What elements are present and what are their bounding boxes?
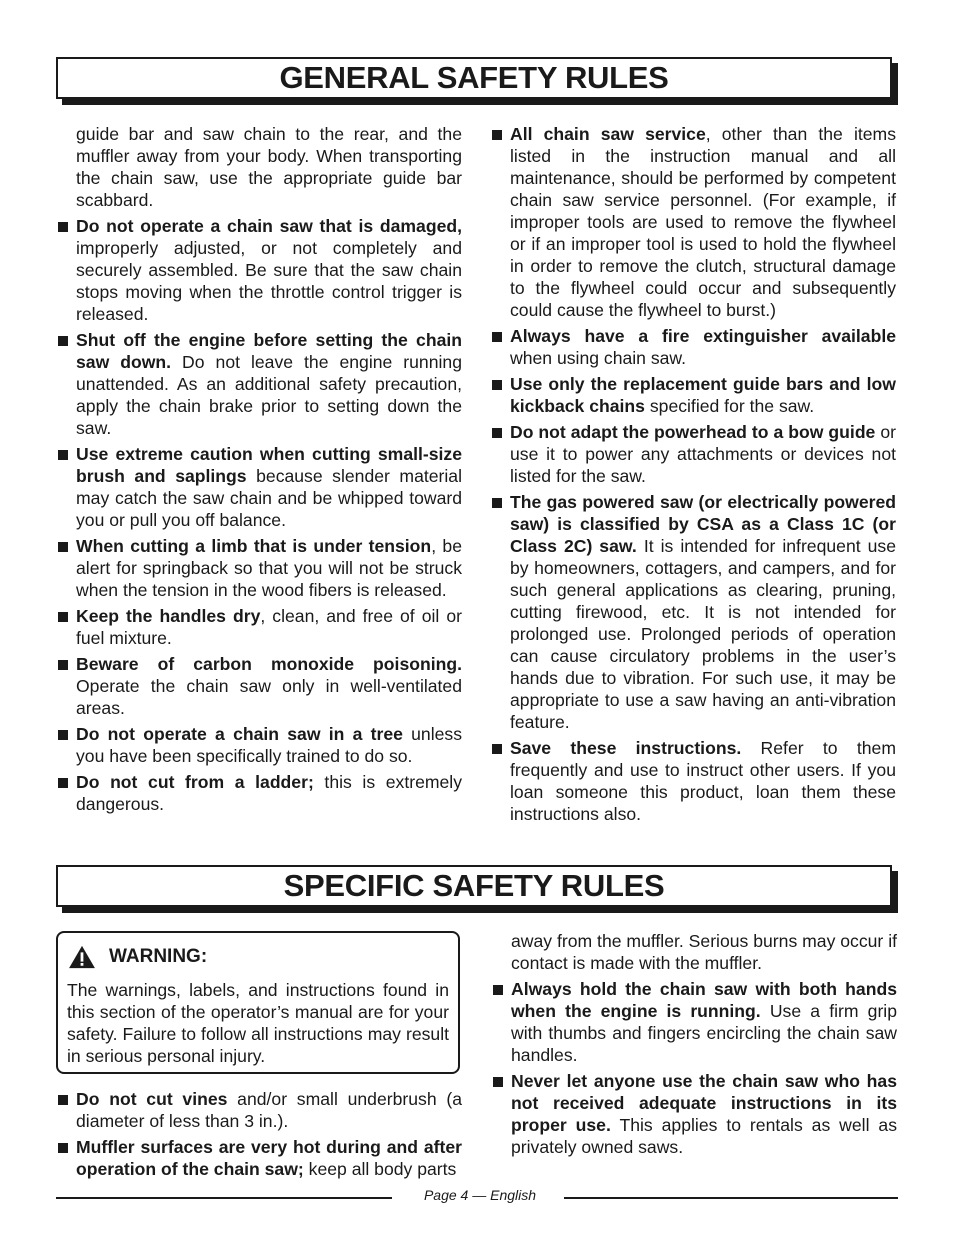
rule-heading: Use only the replacement guide bars and low kickback chains xyxy=(510,374,896,416)
general-left-column xyxy=(56,123,462,815)
rule-text: Refer to them frequently and use to instruct other users. If you loan someone this product, loan them these instructions also. xyxy=(510,738,896,824)
rule-text: when using chain saw. xyxy=(510,348,687,368)
square-bullet-icon xyxy=(58,542,68,552)
list-item xyxy=(490,491,896,733)
list-item xyxy=(56,1136,462,1180)
list-item xyxy=(490,325,896,369)
rules-list xyxy=(491,978,897,1158)
list-item xyxy=(56,215,462,325)
square-bullet-icon xyxy=(58,450,68,460)
specific-right-column xyxy=(491,930,897,1158)
square-bullet-icon xyxy=(492,130,502,140)
rule-heading: Muffler surfaces are very hot during and after operation of the chain saw; xyxy=(76,1137,462,1179)
specific-safety-rules-banner xyxy=(56,865,892,907)
rule-heading: Use extreme caution when cutting small-size brush and saplings xyxy=(76,444,462,486)
rule-text: , be alert for springback so that you will not be struck when the tension in the wood fibers is released. xyxy=(76,536,462,600)
square-bullet-icon xyxy=(492,332,502,342)
square-bullet-icon xyxy=(58,660,68,670)
warning-box xyxy=(56,931,460,1074)
list-item xyxy=(56,605,462,649)
rule-heading: When cutting a limb that is under tension xyxy=(76,536,432,556)
rule-text: Operate the chain saw only in well-ventilated areas. xyxy=(76,676,462,718)
rule-heading: Always have a fire extinguisher available xyxy=(510,326,896,346)
rule-text: specified for the saw. xyxy=(644,396,815,416)
rules-list xyxy=(56,215,462,815)
specific-left-column xyxy=(56,1088,462,1180)
rule-text: unless you have been specifically trained to do so. xyxy=(76,724,462,766)
warning-header xyxy=(67,945,449,969)
rule-heading: The gas powered saw (or electrically powered saw) is classified by CSA as a Class 1C (or Class 2C) saw. xyxy=(510,492,896,556)
continued-paragraph: away from the muffler. Serious burns may occur if contact is made with the muffler. xyxy=(511,931,897,973)
square-bullet-icon xyxy=(58,1095,68,1105)
square-bullet-icon xyxy=(492,428,502,438)
list-item xyxy=(490,373,896,417)
rule-text: , other than the items listed in the instruction manual and all maintenance, should be performed by competent chain saw service personnel. (For example, if improper tools are used to remove the flywheel or if an improper tool is used to hold the flywheel in order to remove the clutch, structural damage to the flywheel could occur and subsequently could cause the flywheel to burst.) xyxy=(510,124,896,320)
warning-title: WARNING: xyxy=(109,946,208,967)
list-item xyxy=(56,1088,462,1132)
page-footer: Page 4 — English xyxy=(423,1187,537,1203)
rule-text: It is intended for infrequent use by homeowners, cottagers, and campers, and for such general applications as clearing, pruning, cutting firewood, etc. It is not intended for prolonged use. Prolonged periods of operation can cause circulatory problems in the user’s hands due to vibration. For such use, it may be appropriate to use a saw having an anti-vibration feature. xyxy=(510,536,896,732)
square-bullet-icon xyxy=(492,744,502,754)
section-title: GENERAL SAFETY RULES xyxy=(279,60,669,95)
square-bullet-icon xyxy=(492,380,502,390)
square-bullet-icon xyxy=(493,1077,503,1087)
square-bullet-icon xyxy=(58,1143,68,1153)
warning-triangle-icon xyxy=(67,945,97,969)
warning-text: The warnings, labels, and instructions found in this section of the operator’s manual are for your safety. Failure to follow all instructions may result in serious personal injury. xyxy=(67,980,449,1066)
list-item xyxy=(490,421,896,487)
section-title: SPECIFIC SAFETY RULES xyxy=(283,868,665,903)
list-item xyxy=(491,978,897,1066)
list-item xyxy=(56,329,462,439)
footer-rule-left xyxy=(56,1197,392,1199)
rule-heading: Do not adapt the powerhead to a bow guide xyxy=(510,422,876,442)
list-item xyxy=(490,737,896,825)
rule-heading: Always hold the chain saw with both hands when the engine is running. xyxy=(511,979,897,1021)
square-bullet-icon xyxy=(58,336,68,346)
list-item xyxy=(56,443,462,531)
general-right-column xyxy=(490,123,896,825)
square-bullet-icon xyxy=(58,222,68,232)
rule-text: improperly adjusted, or not completely and securely assembled. Be sure that the saw chain stops moving when the throttle control trigger is released. xyxy=(76,238,462,324)
rule-heading: Shut off the engine before setting the chain saw down. xyxy=(76,330,462,372)
rule-text: This applies to rentals as well as privately owned saws. xyxy=(511,1115,898,1157)
rule-text: , clean, and free of oil or fuel mixture. xyxy=(76,606,462,648)
banner-box xyxy=(56,57,892,99)
square-bullet-icon xyxy=(58,612,68,622)
list-item xyxy=(56,723,462,767)
continued-paragraph: guide bar and saw chain to the rear, and the muffler away from your body. When transporting the chain saw, use the appropriate guide bar scabbard. xyxy=(76,124,462,210)
rule-text: because slender material may catch the saw chain and be whipped toward you or pull you off balance. xyxy=(76,466,462,530)
banner-box xyxy=(56,865,892,907)
rule-text: Do not leave the engine running unattended. As an additional safety precaution, apply the chain brake prior to setting down the saw. xyxy=(76,352,462,438)
rule-text: this is extremely dangerous. xyxy=(76,772,462,814)
footer-rule-right xyxy=(564,1197,898,1199)
rule-heading: Do not cut from a ladder; xyxy=(76,772,314,792)
rule-heading: Never let anyone use the chain saw who has not received adequate instructions in its proper use. xyxy=(511,1071,897,1135)
rule-text: Use a firm grip with thumbs and fingers encircling the chain saw handles. xyxy=(511,1001,897,1065)
rule-text: keep all body parts xyxy=(303,1159,457,1179)
square-bullet-icon xyxy=(492,498,502,508)
rule-text: and/or small underbrush (a diameter of less than 3 in.). xyxy=(76,1089,462,1131)
rule-heading: Keep the handles dry xyxy=(76,606,261,626)
square-bullet-icon xyxy=(58,778,68,788)
rule-heading: Save these instructions. xyxy=(510,738,742,758)
rules-list xyxy=(56,1088,462,1180)
rule-heading: Do not operate a chain saw in a tree xyxy=(76,724,403,744)
rules-list xyxy=(490,123,896,825)
rule-heading: Do not cut vines xyxy=(76,1089,228,1109)
rule-text: or use it to power any attachments or devices not listed for the saw. xyxy=(510,422,896,486)
rule-heading: Beware of carbon monoxide poisoning. xyxy=(76,654,462,674)
list-item xyxy=(490,123,896,321)
list-item xyxy=(56,653,462,719)
square-bullet-icon xyxy=(493,985,503,995)
square-bullet-icon xyxy=(58,730,68,740)
general-safety-rules-banner xyxy=(56,57,892,99)
list-item xyxy=(491,1070,897,1158)
rule-heading: Do not operate a chain saw that is damaged, xyxy=(76,216,462,236)
rule-heading: All chain saw service xyxy=(510,124,706,144)
list-item xyxy=(56,535,462,601)
list-item xyxy=(56,771,462,815)
